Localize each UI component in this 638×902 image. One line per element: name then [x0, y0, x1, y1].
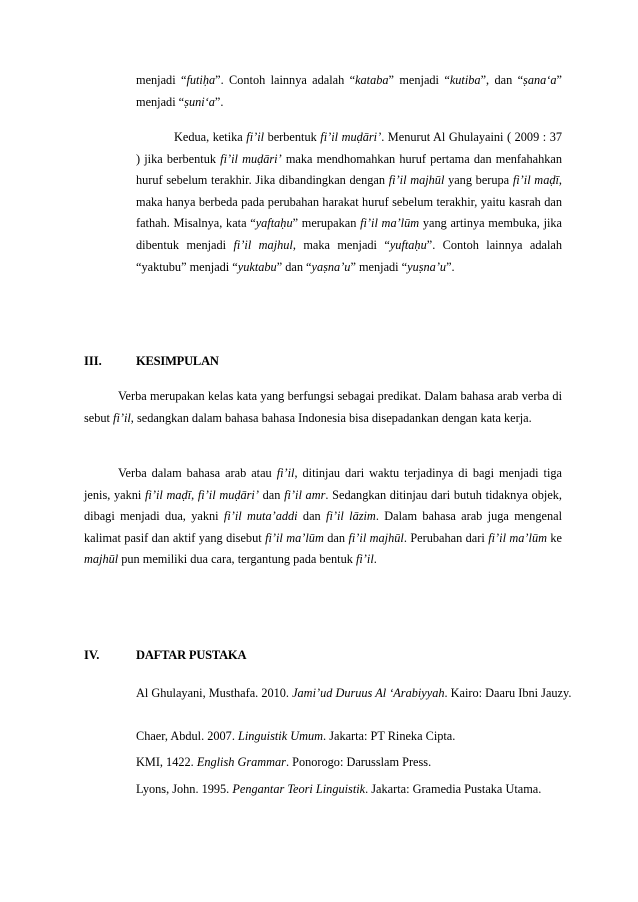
text-run: . Jakarta: Gramedia Pustaka Utama.	[365, 782, 542, 796]
text-run: pun memiliki dua cara, tergantung pada bentuk	[118, 552, 356, 567]
italic-term: fi’il lāzim	[326, 509, 376, 524]
italic-term: yuktabu	[237, 259, 277, 274]
italic-term: yaṣna’u	[311, 259, 351, 274]
text-run: Chaer, Abdul. 2007.	[136, 729, 238, 743]
text-run: .	[373, 552, 377, 567]
text-run: Kedua, ketika	[174, 130, 247, 144]
italic-term: fi’il amr	[284, 487, 326, 502]
italic-term: fi’il maḍī	[145, 487, 192, 502]
italic-term: yuṣna’u	[407, 259, 447, 274]
section3-number: III.	[84, 354, 102, 368]
conclusion-paragraph-1	[84, 386, 562, 429]
reference-item	[136, 685, 604, 701]
text-run: maka mendhomahkan huruf pertama dan menfahahkan huruf sebelum terakhir. Jika dibandingkan dengan	[136, 151, 562, 188]
italic-term: fi’il maḍī	[512, 173, 559, 188]
italic-term: ṣuni‘a	[184, 94, 215, 109]
reference-item	[136, 754, 604, 770]
text-run: KMI, 1422.	[136, 755, 197, 769]
text-run: ” dan “	[276, 259, 312, 274]
text-run: ”, dan “	[480, 73, 524, 87]
text-run: ” menjadi “	[136, 73, 562, 109]
section4-heading	[84, 648, 246, 663]
italic-term: fi’il	[355, 552, 374, 567]
italic-term: fi’il ma’lūm	[360, 216, 420, 231]
italic-term: fi’il	[246, 130, 265, 144]
italic-term: fi’il	[276, 466, 295, 480]
italic-term: fi’il muḍāri’	[220, 151, 282, 166]
text-run: . Perubahan dari	[403, 530, 489, 545]
text-run: ke	[546, 530, 563, 545]
italic-term: fi’il muḍāri’	[320, 130, 382, 144]
text-run: yang berupa	[444, 173, 513, 188]
text-run: ” menjadi “	[350, 259, 408, 274]
text-run: ”. Contoh lainnya adalah “	[215, 73, 356, 87]
text-run: yang artinya membuka, jika dibentuk menjadi	[136, 216, 563, 252]
text-run: ”.	[446, 259, 455, 274]
section3-title: KESIMPULAN	[136, 354, 219, 368]
italic-term: Jami’ud Duruus Al ‘Arabiyyah	[292, 686, 445, 700]
text-run: Verba dalam bahasa arab atau	[118, 466, 277, 480]
text-run: . Kairo: Daaru Ibni Jauzy.	[444, 686, 572, 700]
text-run: . Jakarta: PT Rineka Cipta.	[323, 729, 456, 743]
text-run: . Dalam bahasa arab juga mengenal kalimat pasif dan aktif yang disebut	[84, 509, 563, 545]
text-run: , ditinjau dari waktu terjadinya di bagi menjadi tiga jenis, yakni	[84, 466, 562, 502]
section4-number: IV.	[84, 648, 100, 662]
italic-term: fi’il muta’addi	[223, 509, 298, 524]
text-run: ,	[191, 487, 198, 502]
text-run: ”.	[214, 94, 224, 109]
text-run: ” menjadi “	[388, 73, 450, 87]
text-run: ”. Contoh lainnya adalah “yaktubu” menjadi “	[136, 237, 563, 274]
text-run: berbentuk	[264, 130, 321, 144]
italic-term: kutiba	[449, 73, 481, 87]
reference-item	[136, 728, 604, 744]
italic-term: fi’il ma’lūm	[265, 530, 324, 545]
text-run: dan	[323, 530, 349, 545]
section3-heading	[84, 354, 219, 369]
section2-paragraph-1	[136, 70, 562, 113]
italic-term: English Grammar	[196, 755, 286, 769]
italic-term: fi’il majhul	[233, 237, 293, 252]
italic-term: majhūl	[84, 552, 119, 567]
italic-term: yuftaḥu	[389, 237, 427, 252]
italic-term: fi’il	[113, 410, 131, 425]
italic-term: fi’il majhūl	[388, 173, 445, 188]
section4-title: DAFTAR PUSTAKA	[136, 648, 247, 662]
text-run: , maka menjadi “	[292, 237, 390, 252]
italic-term: ṣana‘a	[523, 73, 557, 87]
text-run: Al Ghulayani, Musthafa. 2010.	[136, 686, 293, 700]
text-run: . Sedangkan ditinjau dari butuh tidaknya objek, dibagi menjadi dua, yakni	[84, 487, 562, 524]
italic-term: fi’il muḍāri’	[197, 487, 259, 502]
text-run: , maka hanya berbeda pada perubahan harakat huruf sebelum terakhir, yaitu kasrah dan fathah. Misalnya, kata “	[136, 173, 562, 231]
italic-term: fi’il majhūl	[348, 530, 404, 545]
text-run: dan	[297, 509, 327, 524]
italic-term: futiḥa	[186, 73, 216, 87]
text-run: Verba merupakan kelas kata yang berfungsi sebagai predikat. Dalam bahasa arab verba di sebut	[84, 389, 562, 425]
italic-term: Pengantar Teori Linguistik	[232, 782, 366, 796]
text-run: , sedangkan dalam bahasa bahasa Indonesia bisa disepadankan dengan kata kerja.	[130, 410, 532, 425]
text-run: . Ponorogo: Darusslam Press.	[285, 755, 432, 769]
italic-term: yaftaḥu	[255, 216, 293, 231]
conclusion-paragraph-2	[84, 463, 562, 571]
section2-paragraph-2	[136, 127, 562, 278]
italic-term: kataba	[355, 73, 389, 87]
text-run: ” merupakan	[292, 216, 361, 231]
text-run: Lyons, John. 1995.	[136, 782, 233, 796]
italic-term: Linguistik Umum	[237, 729, 324, 743]
italic-term: fi’il ma’lūm	[488, 530, 547, 545]
text-run: menjadi “	[136, 73, 187, 87]
reference-item	[136, 781, 604, 797]
text-run: dan	[258, 487, 285, 502]
text-run: . Menurut Al Ghulayaini ( 2009 : 37 ) jika berbentuk	[136, 130, 562, 166]
